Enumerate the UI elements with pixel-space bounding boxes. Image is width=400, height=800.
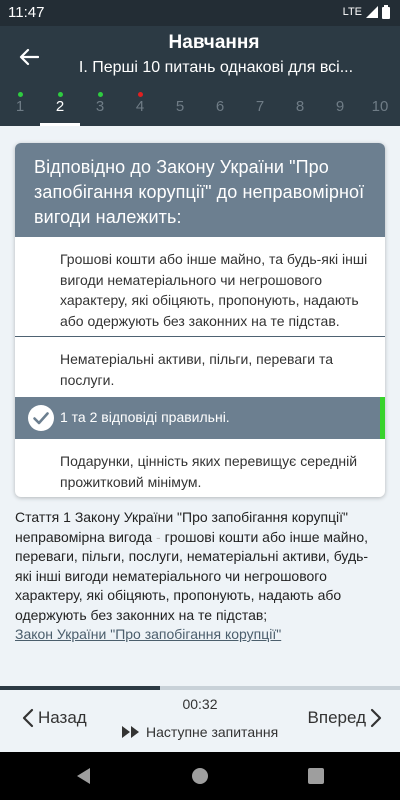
explanation-dash: -: [152, 528, 165, 545]
explanation-lead: Стаття 1 Закону України "Про запобігання корупції" неправомірна вигода: [15, 509, 349, 545]
question-tab-7[interactable]: [240, 90, 280, 126]
answer-option-1[interactable]: [15, 237, 385, 337]
signal-icon: [366, 6, 378, 18]
bottom-navigation: [0, 690, 400, 752]
system-recents-icon[interactable]: [306, 766, 326, 786]
question-tab-label: 10: [371, 98, 389, 115]
answer-text: Подарунки, цінність яких перевищує середній прожитковий мінімум.: [60, 453, 358, 490]
skip-question-button[interactable]: [122, 724, 278, 740]
explanation-body: грошові кошти або інше майно, переваги, пільги, послуги, нематеріальні активи, будь-які інші вигоди нематеріального чи негрошового характеру, які обіцяють, пропонують, надають або одержують без законних на те підстав;: [15, 528, 369, 623]
answer-option-4[interactable]: [15, 439, 385, 497]
question-tab-5[interactable]: [160, 90, 200, 126]
answer-text: Нематеріальні активи, пільги, переваги та послуги.: [60, 351, 333, 388]
question-tab-label: 1: [15, 98, 25, 115]
back-button[interactable]: [14, 42, 44, 72]
question-tab-6[interactable]: [200, 90, 240, 126]
system-navigation-bar: [0, 752, 400, 800]
question-tab-4[interactable]: [120, 90, 160, 126]
fast-forward-icon: [122, 726, 140, 738]
app-bar: [0, 26, 400, 90]
law-link[interactable]: Закон України "Про запобігання корупції": [15, 626, 282, 642]
question-tab-3[interactable]: [80, 90, 120, 126]
status-bar: [0, 0, 400, 26]
checkmark-circle-icon: [27, 404, 55, 432]
question-tab-9[interactable]: [320, 90, 360, 126]
battery-icon: [382, 5, 390, 19]
question-tab-label: 9: [335, 98, 345, 115]
answer-text: 1 та 2 відповіді правильні.: [60, 409, 230, 425]
page-title: Навчання: [168, 32, 260, 53]
question-tabs: [0, 90, 400, 126]
question-tab-label: 7: [255, 98, 265, 115]
active-tab-indicator: [40, 123, 80, 126]
question-tab-label: 6: [215, 98, 225, 115]
question-tab-label: 5: [175, 98, 185, 115]
status-time: 11:47: [8, 4, 45, 21]
correct-answer-indicator: [380, 397, 385, 439]
explanation: [15, 508, 380, 645]
timer: 00:32: [182, 696, 218, 712]
answer-status-dot: [98, 92, 103, 97]
next-button[interactable]: [308, 708, 382, 728]
question-tab-label: 2: [55, 98, 65, 115]
question-text: Відповідно до Закону України "Про запобігання корупції" до неправомірної вигоди належить:: [15, 143, 385, 237]
question-tab-1[interactable]: [0, 90, 40, 126]
question-tab-8[interactable]: [280, 90, 320, 126]
arrow-back-icon: [19, 48, 39, 66]
question-tab-2[interactable]: [40, 90, 80, 126]
answer-status-dot: [138, 92, 143, 97]
answer-option-3-selected[interactable]: [15, 397, 385, 439]
page-subtitle: І. Перші 10 питань однакові для всі...: [78, 59, 354, 76]
system-home-icon[interactable]: [190, 766, 210, 786]
answer-option-2[interactable]: [15, 337, 385, 397]
status-indicators: [343, 5, 390, 19]
question-tab-label: 3: [95, 98, 105, 115]
question-tab-10[interactable]: [360, 90, 400, 126]
question-tab-label: 4: [135, 98, 145, 115]
answer-status-dot: [58, 92, 63, 97]
previous-label: Назад: [38, 708, 87, 727]
chevron-right-icon: [370, 708, 382, 728]
question-card: [15, 143, 385, 497]
system-back-icon[interactable]: [74, 766, 94, 786]
next-label: Вперед: [307, 708, 366, 727]
network-label: LTE: [342, 6, 362, 18]
question-tab-label: 8: [295, 98, 305, 115]
skip-label: Наступне запитання: [146, 724, 279, 740]
answer-status-dot: [18, 92, 23, 97]
answer-text: Грошові кошти або інше майно, та будь-які інші вигоди нематеріального чи негрошового характеру, які обіцяють, пропонують, надають або одержують без законних на те підстав.: [60, 251, 368, 329]
